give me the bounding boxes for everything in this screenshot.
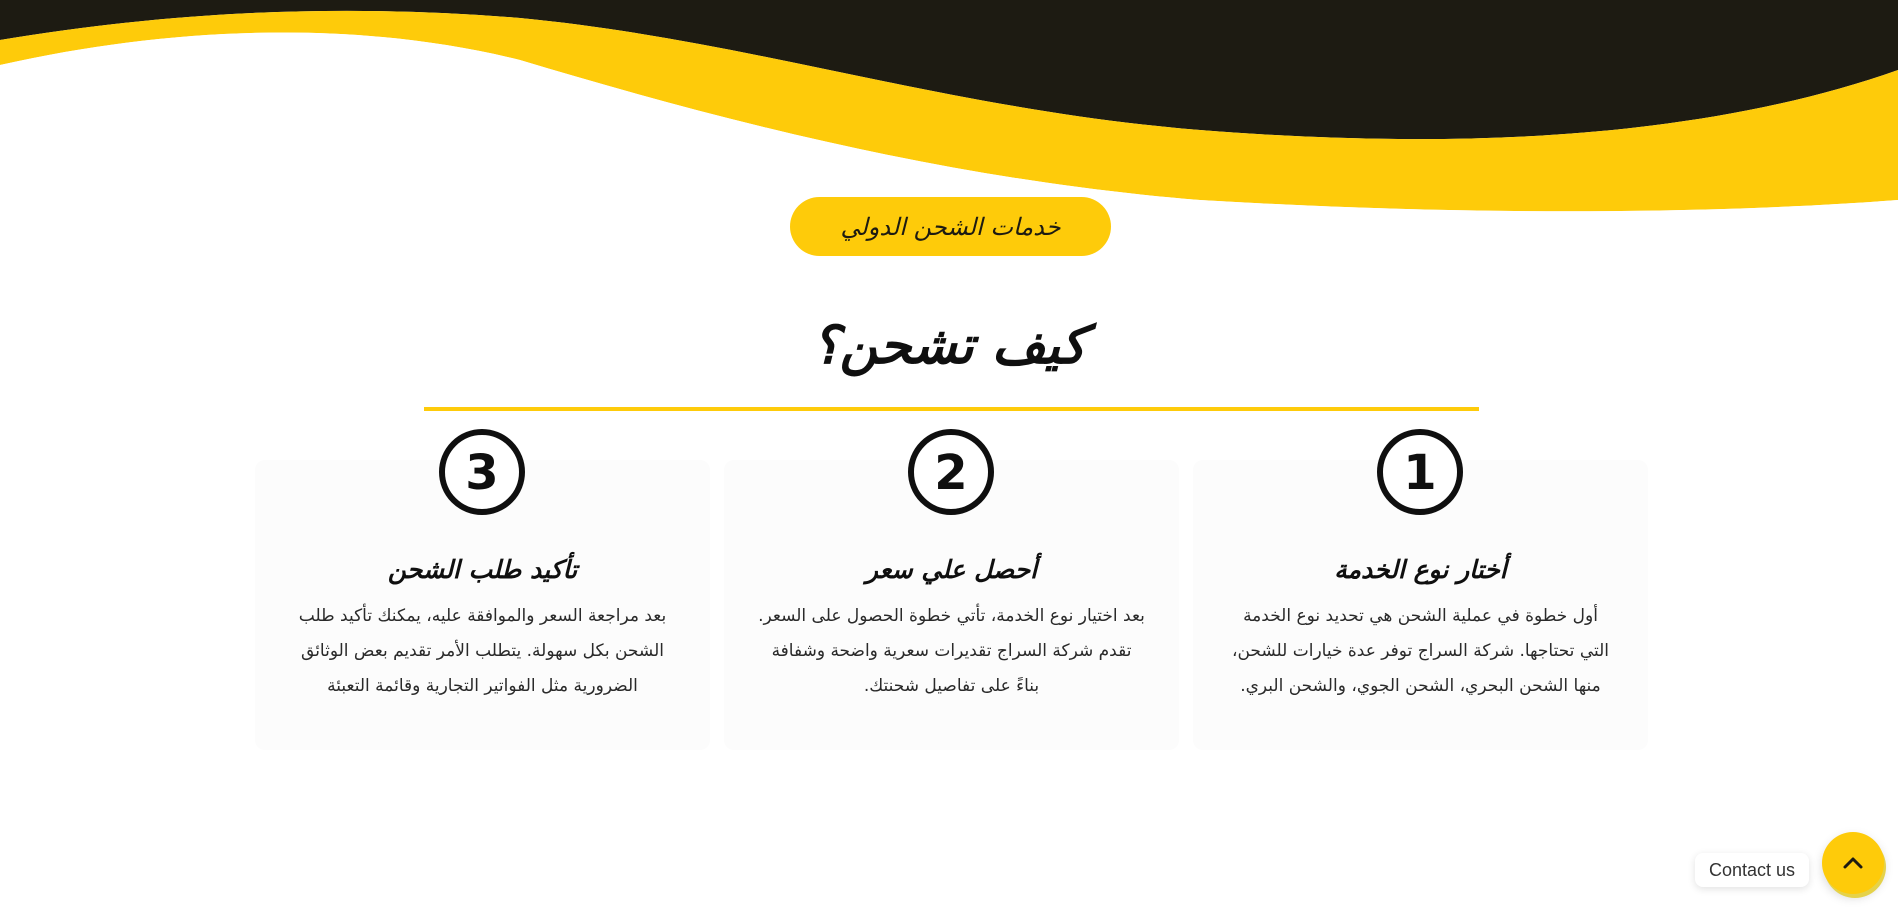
step-3-title: تأكيد طلب الشحن (387, 555, 578, 584)
step-1-title: أختار نوع الخدمة (1334, 555, 1507, 584)
step-3-line-2: الشحن بكل سهولة. يتطلب الأمر تقديم بعض الوثائق (301, 641, 664, 661)
chevron-up-icon (1840, 850, 1866, 876)
number-3-circle-icon (438, 428, 526, 516)
step-3-description (275, 599, 690, 704)
section-badge: خدمات الشحن الدولي (790, 197, 1111, 256)
step-2-line-2: تقدم شركة السراج تقديرات سعرية واضحة وشفافة (771, 641, 1132, 661)
contact-us-label[interactable]: Contact us (1695, 853, 1809, 887)
step-2-title: أحصل علي سعر (865, 555, 1038, 584)
step-1-number: 1 (1403, 445, 1437, 501)
number-1-circle-icon (1376, 428, 1464, 516)
scroll-to-top-button[interactable] (1822, 832, 1884, 894)
step-2-description (744, 599, 1159, 704)
title-divider (424, 407, 1479, 411)
step-1-line-1: أول خطوة في عملية الشحن هي تحديد نوع الخدمة (1243, 606, 1598, 626)
step-1-line-2: التي تحتاجها. شركة السراج توفر عدة خيارات للشحن، (1231, 641, 1610, 661)
step-2-line-1: بعد اختيار نوع الخدمة، تأتي خطوة الحصول على السعر. (758, 606, 1145, 626)
step-3-number: 3 (465, 445, 499, 501)
header-wave-decoration (0, 0, 1898, 220)
step-2-line-3: بناءً على تفاصيل شحنتك. (863, 676, 1040, 696)
step-3-line-3: الضرورية مثل الفواتير التجارية وقائمة التعبئة (327, 676, 638, 696)
step-3-line-1: بعد مراجعة السعر والموافقة عليه، يمكنك تأكيد طلب (298, 606, 667, 626)
number-2-circle-icon (907, 428, 995, 516)
section-title: كيف تشحن؟ (812, 316, 1086, 376)
step-2-number: 2 (934, 445, 968, 501)
step-1-description (1213, 599, 1628, 704)
step-1-line-3: منها الشحن البحري، الشحن الجوي، والشحن البري. (1240, 676, 1601, 696)
